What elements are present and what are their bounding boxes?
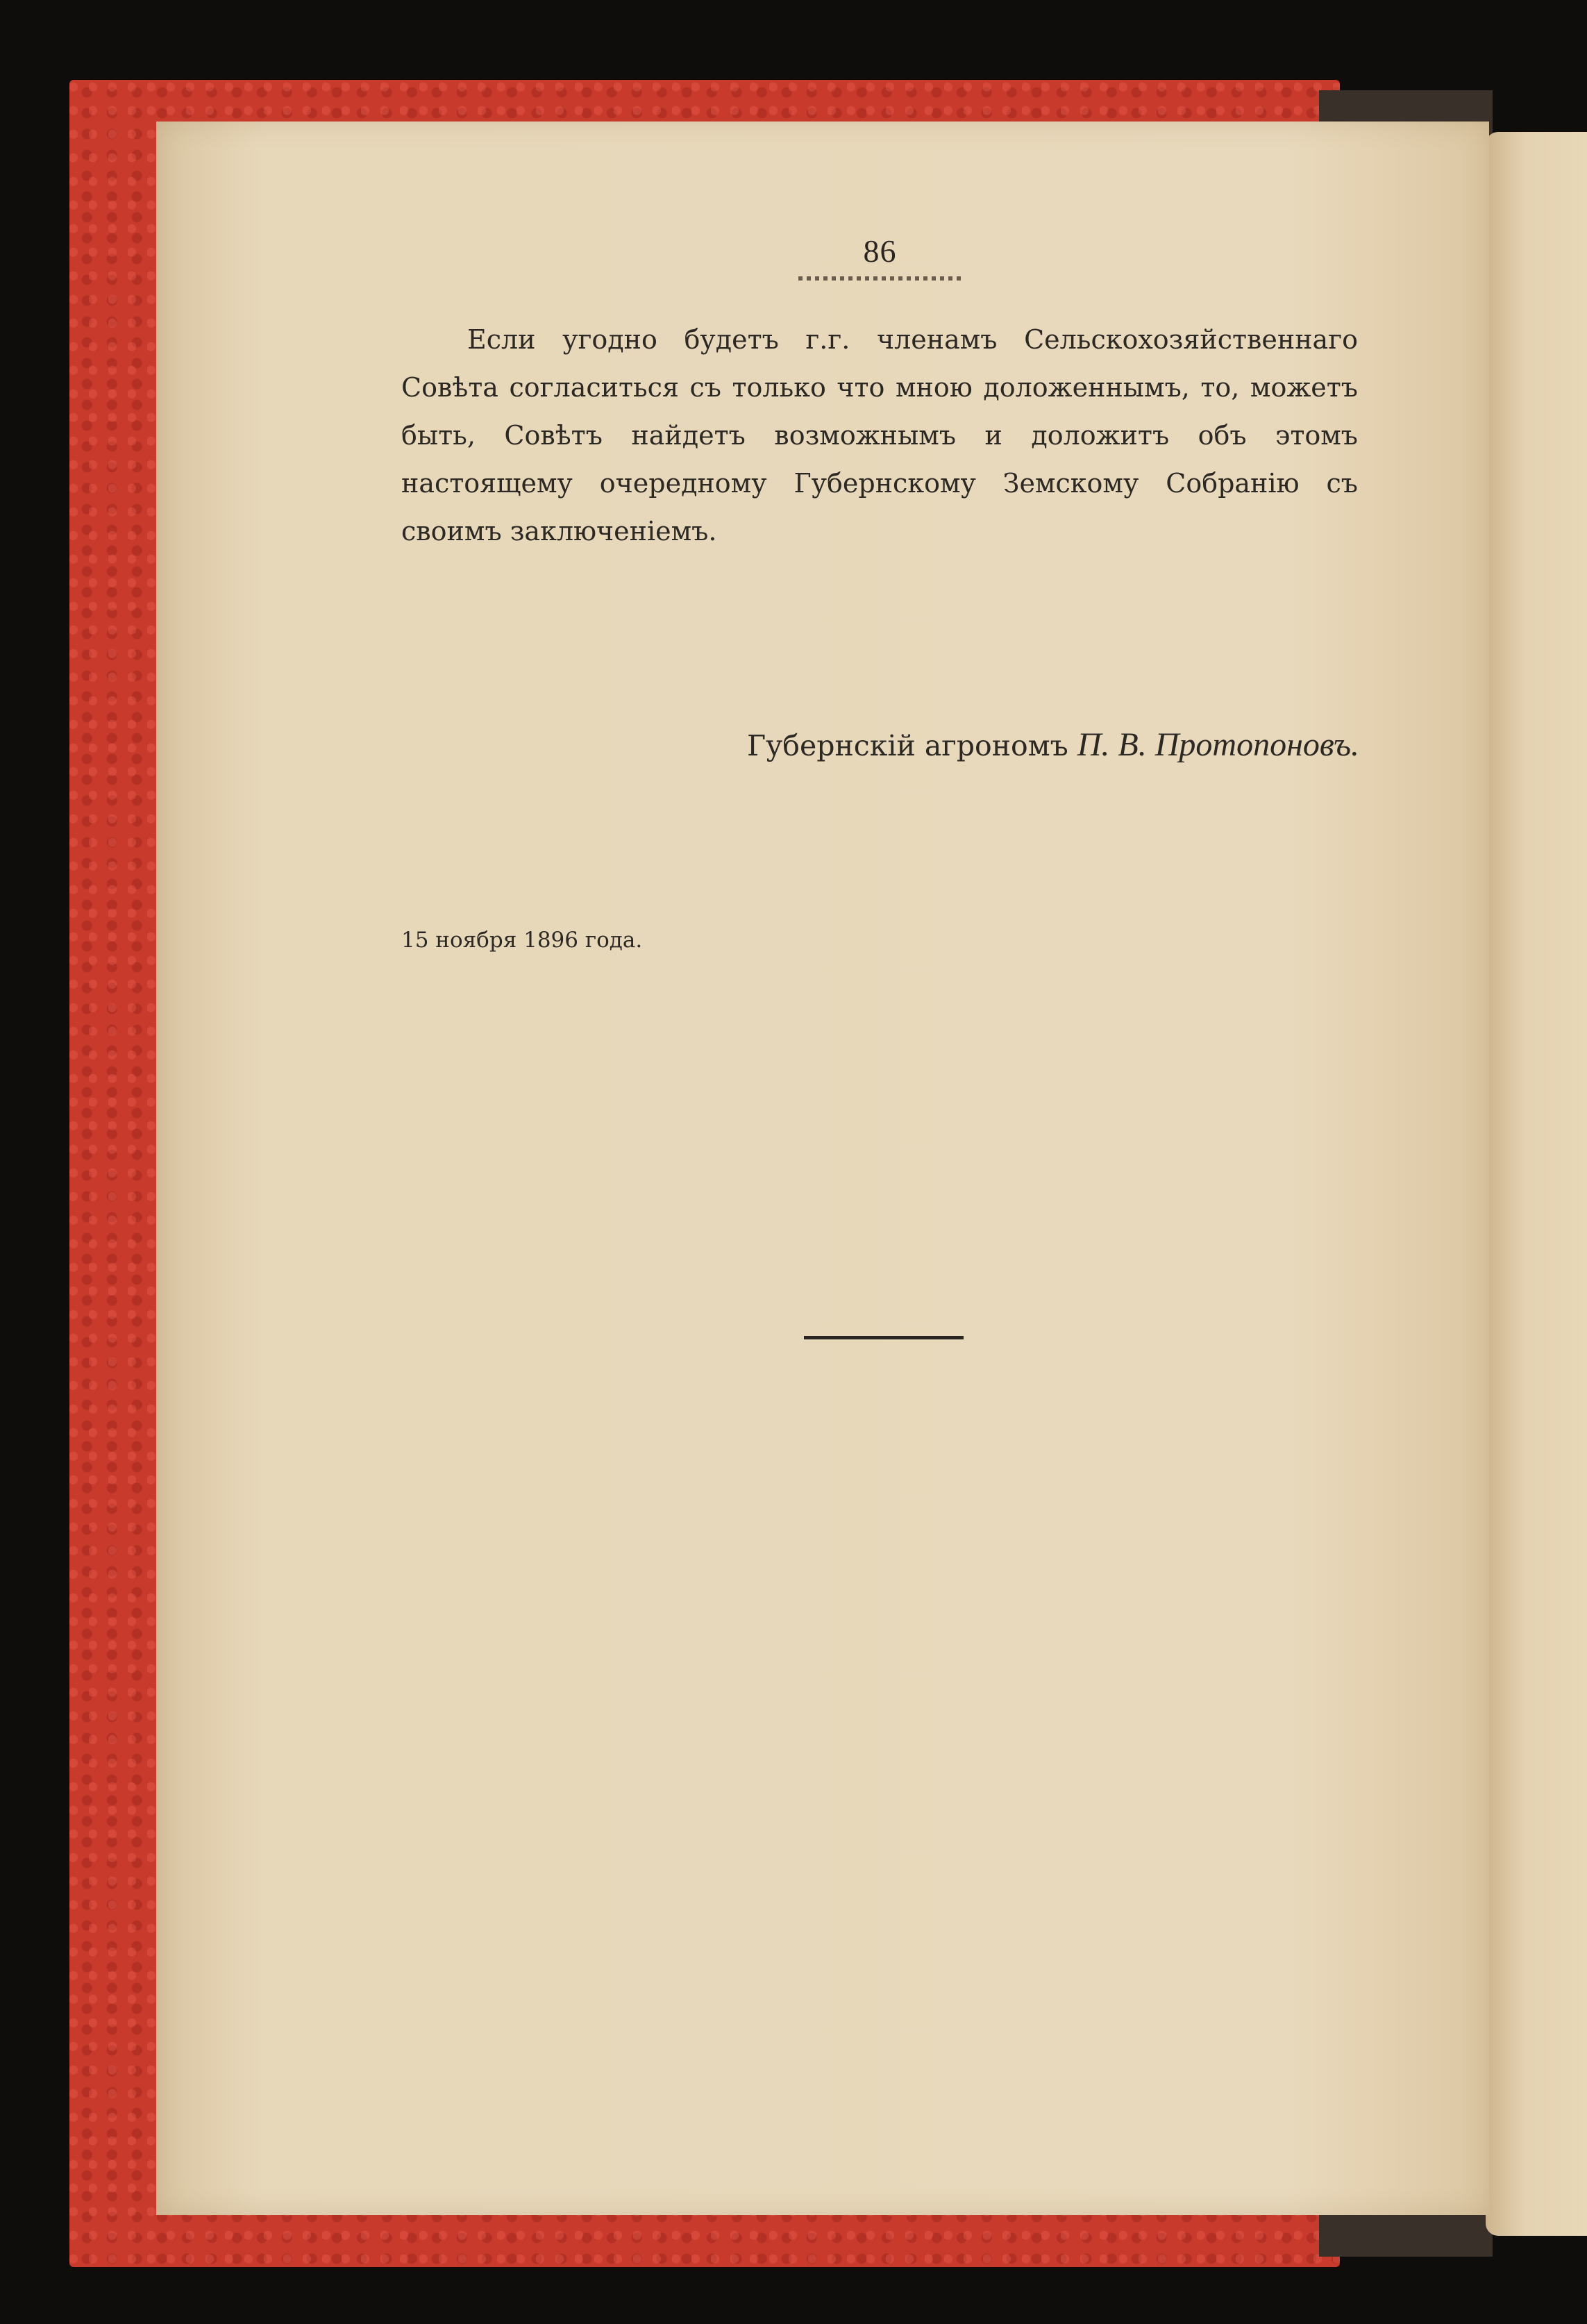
- signature-line: [401, 726, 1359, 764]
- end-rule: [804, 1336, 964, 1339]
- document-date: 15 ноября 1896 года.: [401, 928, 643, 953]
- page-number-rule: [798, 276, 962, 281]
- adjacent-page-edge: [1486, 132, 1587, 2236]
- signature-name: П. В. Протопоновъ.: [1077, 726, 1359, 763]
- body-paragraph: Если угодно будетъ г.г. членамъ Сельскохозяйственнаго Совѣта согласиться съ только что мною доложеннымъ, то, можетъ быть, Совѣтъ найдетъ возможнымъ и доложитъ объ этомъ настоящему очередному Губернскому Земскому Собранію съ своимъ заключеніемъ.: [401, 324, 1358, 546]
- page-number: 86: [863, 233, 897, 269]
- signature-title: Губернскій агрономъ: [747, 729, 1068, 762]
